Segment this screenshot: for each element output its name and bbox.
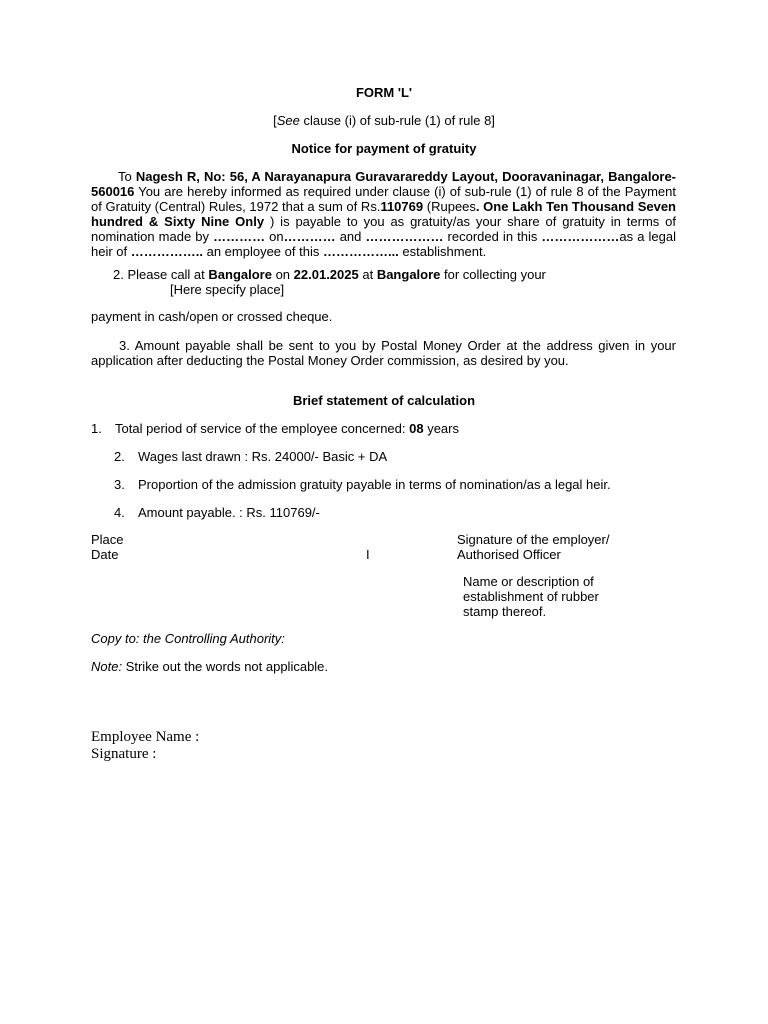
gratuity-amount: 110769: [380, 199, 424, 214]
amount-in-words: . One Lakh Ten Thousand Seven hundred & Sixty Nine Only: [91, 199, 676, 229]
recipient-address: Nagesh R, No: 56, A Narayanapura Guravarareddy Layout, Dooravaninagar, Bangalore-560016: [91, 169, 676, 199]
employer-signature-label: Signature of the employer/: [457, 532, 610, 547]
note-line: Note: Strike out the words not applicable.: [91, 659, 329, 674]
paragraph-2: 2. Please call at Bangalore on 22.01.2025 at Bangalore for collecting your: [113, 267, 546, 282]
employee-name-label: Employee Name :: [91, 729, 200, 745]
clause-reference: [See clause (i) of sub-rule (1) of rule 8]: [273, 113, 495, 128]
copy-to-line: Copy to: the Controlling Authority:: [91, 631, 285, 646]
date-label: Date: [91, 547, 119, 562]
place-label: Place: [91, 532, 124, 547]
form-title: FORM 'L': [355, 85, 412, 100]
employee-signature-label: Signature :: [91, 746, 157, 762]
notice-heading: Notice for payment of gratuity: [291, 141, 477, 156]
collection-place: Bangalore: [208, 267, 272, 282]
calc-item-3: 3. Proportion of the admission gratuity payable in terms of nomination/as a legal heir.: [114, 477, 611, 492]
payment-mode: payment in cash/open or crossed cheque.: [91, 309, 333, 324]
authorised-officer-label: Authorised Officer: [457, 547, 561, 562]
separator-mark: I: [366, 547, 370, 562]
paragraph-3: 3. Amount payable shall be sent to you by Postal Money Order at the address given in your application after deducting the Postal Money Order commission, as desired by you.: [91, 338, 676, 368]
calc-item-4: 4. Amount payable. : Rs. 110769/-: [114, 505, 320, 520]
paragraph-1: To Nagesh R, No: 56, A Narayanapura Guravarareddy Layout, Dooravaninagar, Bangalore-560016 You are hereby informed as required under clause (i) of sub-rule (1) of rule 8 of the Payment of Gratuity (Central) Rules, 1972 that a sum of Rs.110769 (Rupees. One Lakh Ten Thousand Seven hundred & Sixty Nine Only ) is payable to you as gratuity/as your share of gratuity in terms of nomination made by ………… on………… and ……………… recorded in this ………………as a legal heir of …………….. an employee of this ……………... establishment.: [91, 169, 676, 259]
establishment-name-line-2: establishment of rubber: [463, 589, 599, 604]
collection-date: 22.01.2025: [293, 267, 359, 282]
establishment-name-line-1: Name or description of: [463, 574, 594, 589]
calc-item-2: 2. Wages last drawn : Rs. 24000/- Basic + DA: [114, 449, 388, 464]
place-note: [Here specify place]: [170, 282, 285, 297]
establishment-name-line-3: stamp thereof.: [463, 604, 547, 619]
calculation-heading: Brief statement of calculation: [292, 393, 476, 408]
calc-item-1: 1. Total period of service of the employee concerned: 08 years: [91, 421, 459, 436]
